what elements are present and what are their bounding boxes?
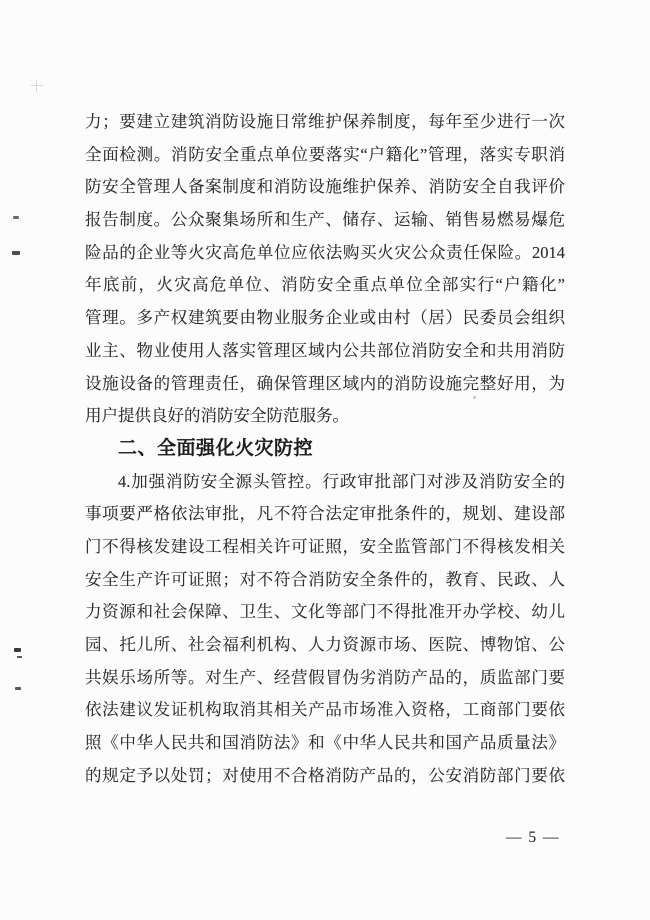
text-line: 力；要建立建筑消防设施日常维护保养制度，每年至少进行一次 xyxy=(85,112,565,131)
scan-speck xyxy=(15,687,21,690)
text-line: 共娱乐场所等。对生产、经营假冒伪劣消防产品的，质监部门要 xyxy=(85,667,565,687)
text-line: 园、托儿所、社会福利机构、人力资源市场、医院、博物馆、公 xyxy=(85,635,565,654)
text-line: 设施设备的管理责任，确保管理区域内的消防设施完整好用，为 xyxy=(85,373,565,393)
scan-speck xyxy=(14,648,21,652)
text-line: 4.加强消防安全源头管控。行政审批部门对涉及消防安全的 xyxy=(118,471,565,491)
text-line: 事项要严格依法审批，凡不符合法定审批条件的，规划、建设部 xyxy=(85,504,565,524)
text-line: 报告制度。公众聚集场所和生产、储存、运输、销售易燃易爆危 xyxy=(85,210,565,230)
page-number: — 5 — xyxy=(506,829,560,846)
text-line: 全面检测。消防安全重点单位要落实“户籍化”管理，落实专职消 xyxy=(85,144,565,164)
text-line: 门不得核发建设工程相关许可证照，安全监管部门不得核发相关 xyxy=(85,536,565,556)
scan-speck xyxy=(13,216,19,219)
section-heading: 二、全面强化火灾防控 xyxy=(118,437,314,459)
text-line: 险品的企业等火灾高危单位应依法购买火灾公众责任保险。2014 xyxy=(85,242,565,262)
document-body xyxy=(85,106,565,792)
text-line: 依法建议发证机构取消其相关产品市场准入资格，工商部门要依 xyxy=(85,700,565,720)
text-line: 力资源和社会保障、卫生、文化等部门不得批准开办学校、幼儿 xyxy=(85,602,565,622)
scan-speck xyxy=(12,251,20,255)
text-line: 照《中华人民共和国消防法》和《中华人民共和国产品质量法》 xyxy=(85,733,565,753)
text-line: 用户提供良好的消防安全防范服务。 xyxy=(85,406,349,426)
text-line: 管理。多产权建筑要由物业服务企业或由村（居）民委员会组织 xyxy=(85,308,565,328)
text-line: 的规定予以处罚；对使用不合格消防产品的，公安消防部门要依 xyxy=(85,765,565,785)
text-line: 防安全管理人备案制度和消防设施维护保养、消防安全自我评价 xyxy=(85,177,565,197)
text-line: 年底前，火灾高危单位、消防安全重点单位全部实行“户籍化” xyxy=(85,275,565,295)
text-line: 业主、物业使用人落实管理区域内公共部位消防安全和共用消防 xyxy=(85,340,565,360)
text-line: 安全生产许可证照；对不符合消防安全条件的，教育、民政、人 xyxy=(85,569,565,589)
registration-mark xyxy=(31,80,43,92)
